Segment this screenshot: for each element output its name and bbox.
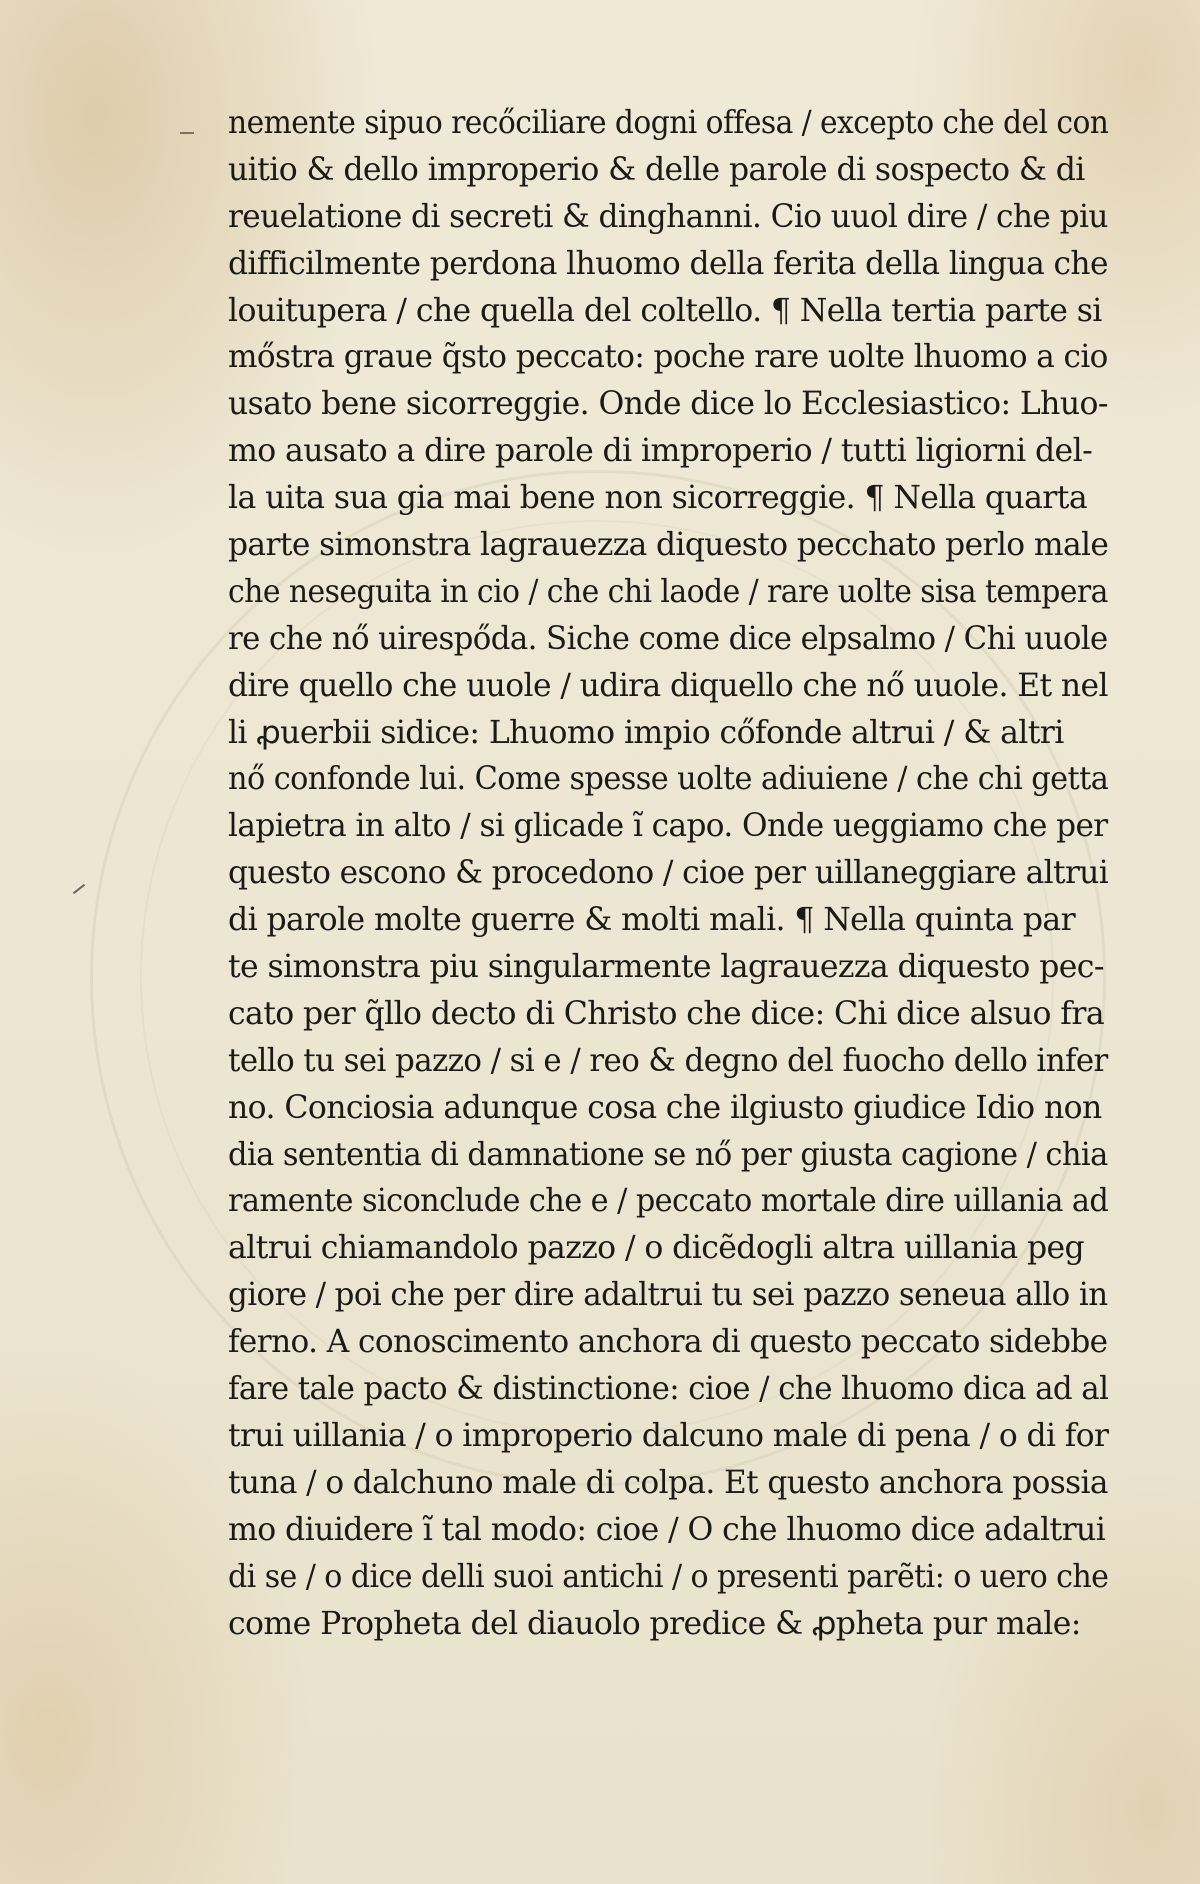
text-line: louitupera / che quella del coltello. ¶ Nella tertia parte si [228,292,1102,329]
text-line: tuna / o dalchuno male di colpa. Et questo anchora possia [228,1464,1108,1501]
text-line: tello tu sei pazzo / si e / reo & degno del fuocho dello infer [228,1042,1108,1079]
text-block [228,100,1108,1647]
text-line: mo ausato a dire parole di improperio / tutti ligiorni del- [228,433,1093,470]
text-line: reuelatione di secreti & dinghanni. Cio uuol dire / che piu [228,198,1108,235]
text-line: cato per q̃llo decto di Christo che dice: Chi dice alsuo fra [228,995,1105,1032]
text-line: la uita sua gia mai bene non sicorreggie. ¶ Nella quarta [228,480,1087,517]
text-line: te simonstra piu singularmente lagrauezza diquesto pec- [228,949,1104,986]
text-line: ferno. A conoscimento anchora di questo peccato sidebbe [228,1324,1108,1361]
text-line: come Prophеta del diauolo predice & ꝓpheta pur male: [228,1605,1081,1642]
text-line: nő confonde lui. Come spesse uolte adiuiene / che chi getta [228,761,1109,798]
text-line: nemente sipuo recőciliare dogni offesa / excepto che del con [228,105,1109,141]
text-line: mo diuidere ĩ tal modo: cioe / O che lhuomo dice adaltrui [228,1511,1106,1548]
text-line: di se / o dice delli suoi antichi / o presenti parẽti: o uero che [228,1558,1109,1595]
text-line: questo escono & procedono / cioe per uillaneggiare altrui [228,855,1109,892]
text-line: trui uillania / o improperio dalcuno male di pena / o di for [228,1417,1109,1454]
text-line: no. Conciosia adunque cosa che ilgiusto giudice Idio non [228,1089,1102,1126]
margin-tick [73,884,85,894]
text-line: fare tale pacto & distinctione: cioe / che lhuomo dica ad al [228,1371,1109,1408]
text-line: re che nő uirespőda. Siche come dice elpsalmo / Chi uuole [228,620,1108,657]
text-line: difficilmente perdona lhuomo della ferita della lingua che [228,245,1108,282]
text-line: altrui chiamandolo pazzo / o dicẽdogli altra uillania peg [228,1230,1085,1267]
text-line: che neseguita in cio / che chi laode / rare uolte sisa tempera [228,573,1108,610]
text-line: di parole molte guerre & molti mali. ¶ Nella quinta par [228,902,1076,939]
text-line: ramente siconclude che e / peccato mortale dire uillania ad [228,1183,1109,1220]
text-line: lapietra in alto / si glicade ĩ capo. Onde ueggiamo che per [228,808,1108,845]
text-line: giore / poi che per dire adaltrui tu sei pazzo seneua allo in [228,1277,1108,1314]
text-line: mőstra graue q̃sto peccato: poche rare uolte lhuomo a cio [228,339,1108,376]
text-line: usato bene sicorreggie. Onde dice lo Ecclesiastico: Lhuo- [228,386,1108,423]
text-line: li ꝓuerbii sidice: Lhuomo impio cőfonde altrui / & altri [228,714,1064,751]
margin-mark [180,132,194,134]
text-line: dire quello che uuole / udira diquello che nő uuole. Et nel [228,667,1108,704]
text-line: parte simonstra lagrauezza diquesto pecchato perlo male [228,527,1109,564]
text-line: dia sententia di damnatione se nő per giusta cagione / chia [228,1136,1108,1173]
text-line: uitio & dello improperio & delle parole di sospecto & di [228,151,1085,188]
